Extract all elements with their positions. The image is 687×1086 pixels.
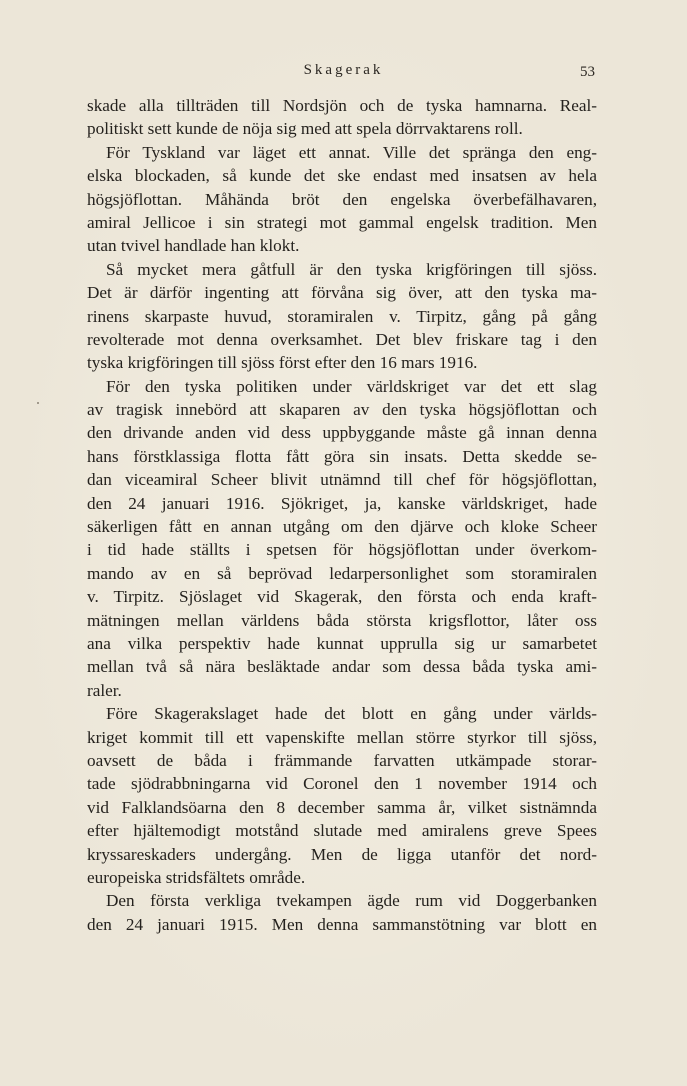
running-head-title: Skagerak [303,62,384,78]
text-line: oavsett de båda i främmande farvatten utkämpade storar- [87,750,597,770]
text-line: tyska krigföringen till sjöss först efter den 16 mars 1916. [87,353,478,373]
text-line: tade sjödrabbningarna vid Coronel den 1 november 1914 och [87,774,597,794]
text-line: Så mycket mera gåtfull är den tyska krigföringen till sjöss. [106,259,597,279]
page-number: 53 [580,64,595,80]
text-line: Den första verkliga tvekampen ägde rum vid Doggerbanken [106,891,597,911]
text-line: dan viceamiral Scheer blivit utnämnd till chef för högsjöflottan, [87,470,597,490]
text-line: politiskt sett kunde de nöja sig med att spela dörrvaktarens roll. [87,119,523,139]
text-line: europeiska stridsfältets område. [87,867,306,887]
text-line: För Tyskland var läget ett annat. Ville det spränga den eng- [106,142,597,162]
text-line: den 24 januari 1915. Men denna sammanstötning var blott en [87,914,597,934]
text-line: Det är därför ingenting att förvåna sig över, att den tyska ma- [87,283,597,303]
paragraph [87,702,597,889]
text-line: revolterade mot denna overksamhet. Det blev friskare tag i den [87,329,597,349]
text-line: utan tvivel handlade han klokt. [87,236,300,256]
text-line: mando av en så beprövad ledarpersonlighet som storamiralen [87,563,597,583]
text-line: v. Tirpitz. Sjöslaget vid Skagerak, den första och enda kraft- [87,587,597,607]
text-line: skade alla tillträden till Nordsjön och de tyska hamnarna. Real- [87,96,597,115]
body-text [87,94,597,936]
text-line: vid Falklandsöarna den 8 december samma år, vilket sistnämnda [87,797,597,817]
text-line: i tid hade ställts i spetsen för högsjöflottan under överkom- [87,540,597,560]
text-line: kryssareskaders undergång. Men de ligga utanför det nord- [87,844,597,864]
text-line: hans förstklassiga flotta fått göra sin insats. Detta skedde se- [87,446,597,466]
text-line: den 24 januari 1916. Sjökriget, ja, kanske världskriget, hade [87,493,597,513]
running-head [0,62,687,86]
text-line: elska blockaden, så kunde det ske endast med insatsen av hela [87,166,597,186]
text-line: rinens skarpaste huvud, storamiralen v. Tirpitz, gång på gång [87,306,597,326]
paragraph [87,889,597,936]
text-line: raler. [87,680,122,700]
margin-speck [37,402,39,404]
text-line: ana vilka perspektiv hade kunnat upprulla sig ur samarbetet [87,633,597,653]
text-line: den drivande anden vid dess uppbyggande måste gå innan denna [87,423,597,443]
text-line: högsjöflottan. Måhända bröt den engelska överbefälhavaren, [87,189,597,209]
text-line: amiral Jellicoe i sin strategi mot gammal engelsk tradition. Men [87,212,597,232]
paragraph [87,258,597,375]
text-line: säkerligen fått en annan utgång om den djärve och kloke Scheer [87,517,597,537]
text-line: Före Skagerakslaget hade det blott en gång under världs- [106,704,597,724]
text-line: kriget kommit till ett vapenskifte mellan större styrkor till sjöss, [87,727,597,747]
paragraph [87,94,597,141]
text-line: efter hjältemodigt motstånd slutade med amiralens greve Spees [87,821,597,841]
text-line: mellan två så nära besläktade andar som dessa båda tyska ami- [87,657,597,677]
text-line: av tragisk innebörd att skaparen av den tyska högsjöflottan och [87,400,597,420]
paragraph [87,375,597,702]
text-line: För den tyska politiken under världskriget var det ett slag [106,376,597,396]
text-line: mätningen mellan världens båda största krigsflottor, låter oss [87,610,597,630]
paragraph [87,141,597,258]
